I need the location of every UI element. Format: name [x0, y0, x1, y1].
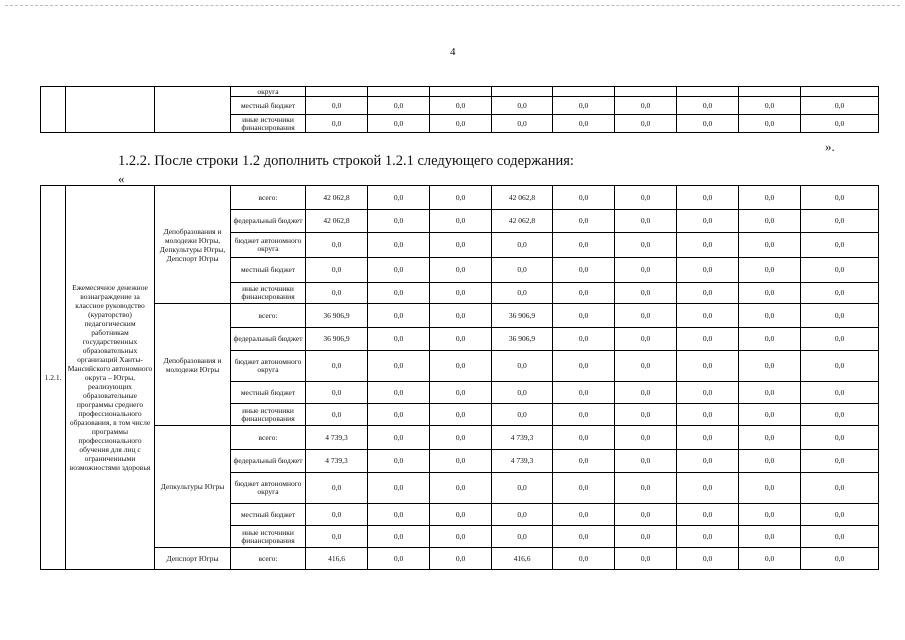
closing-quote: ». — [825, 139, 835, 154]
value-cell: 0,0 — [801, 504, 879, 526]
value-cell: 0,0 — [306, 526, 368, 548]
value-cell: 0,0 — [677, 283, 739, 304]
value-cell: 0,0 — [492, 115, 553, 133]
opening-quote: « — [118, 171, 125, 186]
value-cell: 0,0 — [430, 186, 492, 210]
value-cell: 0,0 — [306, 115, 368, 133]
value-cell: 0,0 — [492, 233, 553, 258]
value-cell: 0,0 — [430, 283, 492, 304]
exec-cell — [155, 87, 231, 133]
source-cell: бюджет автономного округа — [231, 473, 306, 504]
value-cell: 0,0 — [368, 426, 430, 450]
value-cell: 0,0 — [306, 351, 368, 382]
value-cell: 0,0 — [306, 382, 368, 404]
value-cell: 0,0 — [801, 186, 879, 210]
source-cell: федеральный бюджет — [231, 450, 306, 473]
source-cell: иные источники финансирования — [231, 404, 306, 426]
value-cell: 0,0 — [553, 328, 615, 351]
value-cell: 0,0 — [677, 426, 739, 450]
value-cell: 4 739,3 — [492, 450, 553, 473]
value-cell: 0,0 — [677, 97, 739, 115]
value-cell: 0,0 — [801, 210, 879, 233]
value-cell: 0,0 — [430, 526, 492, 548]
value-cell: 0,0 — [615, 97, 677, 115]
value-cell: 0,0 — [677, 233, 739, 258]
continuation-table — [40, 86, 879, 133]
source-cell: местный бюджет — [231, 504, 306, 526]
source-cell: иные источники финансирования — [231, 283, 306, 304]
value-cell — [430, 87, 492, 97]
source-cell: всего: — [231, 426, 306, 450]
value-cell: 36 906,9 — [492, 304, 553, 328]
value-cell: 0,0 — [615, 186, 677, 210]
value-cell: 0,0 — [739, 283, 801, 304]
value-cell: 0,0 — [615, 450, 677, 473]
value-cell: 0,0 — [368, 382, 430, 404]
value-cell: 0,0 — [430, 450, 492, 473]
value-cell — [306, 87, 368, 97]
value-cell: 0,0 — [368, 450, 430, 473]
value-cell: 0,0 — [801, 426, 879, 450]
table-row — [41, 304, 879, 328]
value-cell: 0,0 — [801, 382, 879, 404]
value-cell: 0,0 — [739, 233, 801, 258]
value-cell: 0,0 — [739, 210, 801, 233]
value-cell: 0,0 — [368, 115, 430, 133]
value-cell: 0,0 — [677, 115, 739, 133]
source-cell: иные источники финансирования — [231, 115, 306, 133]
source-cell: местный бюджет — [231, 258, 306, 283]
value-cell: 0,0 — [615, 404, 677, 426]
value-cell: 0,0 — [739, 382, 801, 404]
value-cell: 0,0 — [368, 548, 430, 570]
value-cell: 0,0 — [677, 328, 739, 351]
value-cell: 0,0 — [368, 186, 430, 210]
value-cell: 0,0 — [430, 504, 492, 526]
value-cell: 0,0 — [801, 233, 879, 258]
value-cell: 0,0 — [677, 186, 739, 210]
value-cell: 0,0 — [615, 258, 677, 283]
value-cell: 0,0 — [553, 210, 615, 233]
value-cell: 0,0 — [739, 548, 801, 570]
value-cell: 0,0 — [615, 115, 677, 133]
value-cell: 0,0 — [801, 450, 879, 473]
value-cell: 0,0 — [739, 450, 801, 473]
table-row — [41, 548, 879, 570]
value-cell: 42 062,8 — [306, 186, 368, 210]
value-cell — [677, 87, 739, 97]
desc-cell — [66, 87, 155, 133]
value-cell: 0,0 — [739, 404, 801, 426]
value-cell: 0,0 — [368, 351, 430, 382]
value-cell: 0,0 — [553, 450, 615, 473]
value-cell: 36 906,9 — [492, 328, 553, 351]
executor-cell: Депспорт Югры — [155, 548, 231, 570]
value-cell: 0,0 — [801, 351, 879, 382]
value-cell: 0,0 — [615, 351, 677, 382]
value-cell: 42 062,8 — [492, 186, 553, 210]
value-cell: 0,0 — [430, 233, 492, 258]
value-cell: 0,0 — [739, 186, 801, 210]
value-cell: 0,0 — [677, 351, 739, 382]
value-cell: 0,0 — [677, 473, 739, 504]
value-cell: 36 906,9 — [306, 328, 368, 351]
value-cell: 0,0 — [368, 328, 430, 351]
value-cell: 0,0 — [615, 382, 677, 404]
value-cell: 0,0 — [306, 97, 368, 115]
value-cell: 0,0 — [306, 504, 368, 526]
value-cell: 0,0 — [553, 304, 615, 328]
source-cell: бюджет автономного округа — [231, 233, 306, 258]
value-cell: 0,0 — [368, 404, 430, 426]
value-cell: 0,0 — [801, 548, 879, 570]
value-cell: 0,0 — [553, 186, 615, 210]
value-cell: 0,0 — [368, 210, 430, 233]
value-cell: 0,0 — [553, 97, 615, 115]
value-cell: 0,0 — [677, 526, 739, 548]
value-cell: 0,0 — [615, 210, 677, 233]
value-cell: 0,0 — [615, 328, 677, 351]
source-cell: округа — [231, 87, 306, 97]
value-cell: 0,0 — [553, 115, 615, 133]
value-cell: 4 739,3 — [306, 450, 368, 473]
value-cell: 0,0 — [368, 504, 430, 526]
value-cell: 0,0 — [492, 351, 553, 382]
value-cell: 0,0 — [801, 97, 879, 115]
value-cell: 0,0 — [430, 328, 492, 351]
value-cell: 0,0 — [306, 473, 368, 504]
value-cell: 0,0 — [553, 548, 615, 570]
value-cell: 0,0 — [430, 304, 492, 328]
value-cell: 0,0 — [368, 526, 430, 548]
value-cell: 0,0 — [492, 504, 553, 526]
source-cell: бюджет автономного округа — [231, 351, 306, 382]
value-cell: 0,0 — [615, 548, 677, 570]
value-cell: 0,0 — [615, 504, 677, 526]
value-cell: 0,0 — [553, 504, 615, 526]
value-cell: 0,0 — [677, 258, 739, 283]
page-top-edge — [5, 5, 900, 6]
value-cell: 0,0 — [739, 473, 801, 504]
value-cell: 0,0 — [553, 526, 615, 548]
executor-cell: Депобразования и молодежи Югры — [155, 304, 231, 426]
value-cell: 0,0 — [430, 258, 492, 283]
value-cell: 4 739,3 — [492, 426, 553, 450]
value-cell: 0,0 — [739, 328, 801, 351]
section-heading: 1.2.2. После строки 1.2 дополнить строкой 1.2.1 следующего содержания: — [118, 153, 574, 169]
value-cell: 42 062,8 — [306, 210, 368, 233]
source-cell: иные источники финансирования — [231, 526, 306, 548]
value-cell: 0,0 — [615, 526, 677, 548]
value-cell: 0,0 — [739, 258, 801, 283]
value-cell: 0,0 — [739, 526, 801, 548]
value-cell: 0,0 — [306, 258, 368, 283]
value-cell: 36 906,9 — [306, 304, 368, 328]
value-cell: 0,0 — [801, 473, 879, 504]
row-description: Ежемесячное денежное вознаграждение за классное руководство (кураторство) педагогическим работникам государственных образовательных организаций Ханты-Мансийского автономного округа – Югры, реализующих образовательные программы среднего профессионального образования, в том числе программы профессионального обучения для лиц с ограниченными возможностями здоровья — [66, 186, 155, 570]
value-cell: 0,0 — [430, 115, 492, 133]
num-cell — [41, 87, 66, 133]
source-cell: федеральный бюджет — [231, 328, 306, 351]
value-cell: 0,0 — [677, 304, 739, 328]
value-cell: 0,0 — [430, 426, 492, 450]
row-number: 1.2.1. — [41, 186, 66, 570]
value-cell: 0,0 — [615, 233, 677, 258]
value-cell: 0,0 — [306, 233, 368, 258]
value-cell: 0,0 — [553, 473, 615, 504]
value-cell: 0,0 — [430, 473, 492, 504]
value-cell — [368, 87, 430, 97]
value-cell: 0,0 — [553, 283, 615, 304]
value-cell: 0,0 — [801, 526, 879, 548]
value-cell: 0,0 — [615, 426, 677, 450]
value-cell: 0,0 — [492, 473, 553, 504]
value-cell: 0,0 — [553, 233, 615, 258]
value-cell: 0,0 — [677, 382, 739, 404]
value-cell: 0,0 — [801, 328, 879, 351]
table-row — [41, 186, 879, 210]
value-cell: 0,0 — [801, 115, 879, 133]
value-cell: 42 062,8 — [492, 210, 553, 233]
value-cell: 0,0 — [492, 526, 553, 548]
table-row — [41, 426, 879, 450]
value-cell: 0,0 — [801, 304, 879, 328]
page-number: 4 — [450, 46, 456, 58]
source-cell: всего: — [231, 186, 306, 210]
value-cell: 0,0 — [553, 426, 615, 450]
value-cell: 0,0 — [739, 97, 801, 115]
value-cell: 4 739,3 — [306, 426, 368, 450]
value-cell: 0,0 — [368, 473, 430, 504]
value-cell: 0,0 — [492, 258, 553, 283]
table-row — [41, 87, 879, 97]
value-cell: 0,0 — [677, 548, 739, 570]
value-cell: 0,0 — [492, 404, 553, 426]
value-cell: 0,0 — [430, 210, 492, 233]
source-cell: федеральный бюджет — [231, 210, 306, 233]
value-cell — [553, 87, 615, 97]
value-cell: 0,0 — [368, 283, 430, 304]
value-cell: 0,0 — [615, 304, 677, 328]
value-cell: 0,0 — [739, 504, 801, 526]
value-cell: 0,0 — [492, 283, 553, 304]
value-cell: 0,0 — [739, 115, 801, 133]
value-cell: 0,0 — [739, 351, 801, 382]
value-cell: 0,0 — [739, 304, 801, 328]
value-cell: 0,0 — [430, 97, 492, 115]
value-cell: 0,0 — [306, 283, 368, 304]
funding-table — [40, 185, 879, 570]
value-cell: 0,0 — [430, 382, 492, 404]
value-cell: 0,0 — [553, 351, 615, 382]
value-cell: 0,0 — [677, 404, 739, 426]
value-cell — [739, 87, 801, 97]
value-cell: 0,0 — [492, 97, 553, 115]
value-cell: 0,0 — [430, 404, 492, 426]
value-cell: 0,0 — [677, 504, 739, 526]
value-cell: 0,0 — [615, 473, 677, 504]
value-cell: 0,0 — [368, 233, 430, 258]
value-cell: 0,0 — [739, 426, 801, 450]
value-cell: 0,0 — [801, 258, 879, 283]
value-cell: 0,0 — [553, 404, 615, 426]
value-cell: 0,0 — [368, 97, 430, 115]
value-cell: 0,0 — [553, 382, 615, 404]
source-cell: местный бюджет — [231, 97, 306, 115]
executor-cell: Депобразования и молодежи Югры, Депкультуры Югры, Депспорт Югры — [155, 186, 231, 304]
value-cell: 0,0 — [492, 382, 553, 404]
source-cell: местный бюджет — [231, 382, 306, 404]
value-cell: 0,0 — [368, 304, 430, 328]
value-cell: 0,0 — [677, 450, 739, 473]
value-cell — [801, 87, 879, 97]
source-cell: всего: — [231, 548, 306, 570]
value-cell: 416,6 — [492, 548, 553, 570]
value-cell: 0,0 — [677, 210, 739, 233]
value-cell: 0,0 — [430, 351, 492, 382]
value-cell — [615, 87, 677, 97]
executor-cell: Депкультуры Югры — [155, 426, 231, 548]
value-cell: 0,0 — [430, 548, 492, 570]
value-cell: 0,0 — [368, 258, 430, 283]
source-cell: всего: — [231, 304, 306, 328]
value-cell: 0,0 — [306, 404, 368, 426]
value-cell: 416,6 — [306, 548, 368, 570]
value-cell: 0,0 — [801, 283, 879, 304]
value-cell: 0,0 — [615, 283, 677, 304]
value-cell: 0,0 — [553, 258, 615, 283]
value-cell: 0,0 — [801, 404, 879, 426]
value-cell — [492, 87, 553, 97]
